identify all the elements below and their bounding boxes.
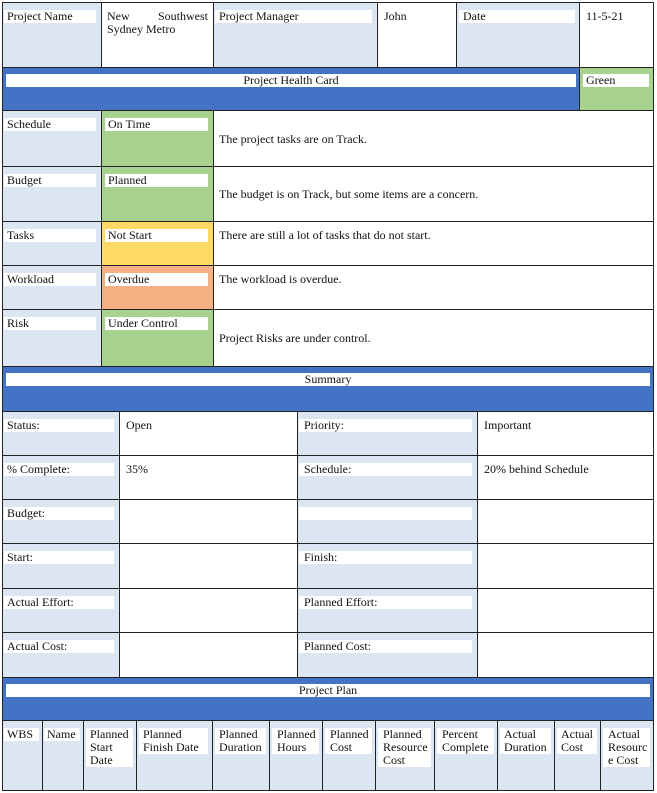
finish-value-cell[interactable] [477, 543, 654, 589]
col-planned-start: Planned Start Date [90, 727, 129, 767]
budget-summary-label: Budget: [7, 506, 45, 520]
health-card-title: Project Health Card [6, 74, 576, 87]
budget-summary-value-cell[interactable] [119, 499, 298, 544]
summary-title: Summary [6, 373, 650, 386]
schedule-label: Schedule [7, 117, 51, 131]
tasks-label: Tasks [7, 228, 35, 242]
blank-value-cell[interactable] [477, 499, 654, 544]
budget-label: Budget [7, 173, 42, 187]
complete-label: % Complete: [7, 462, 70, 476]
start-label: Start: [7, 550, 33, 564]
risk-status: Under Control [108, 316, 178, 330]
actual-cost-label: Actual Cost: [7, 639, 68, 653]
planned-cost-value-cell[interactable] [477, 632, 654, 678]
budget-status: Planned [108, 173, 147, 187]
project-name-label: Project Name [7, 9, 73, 23]
schedule-summary-value: 20% behind Schedule [484, 462, 589, 476]
schedule-comment: The project tasks are on Track. [219, 132, 367, 146]
priority-value: Important [484, 418, 532, 432]
schedule-summary-label: Schedule: [304, 462, 352, 476]
col-name: Name [47, 727, 76, 741]
planned-effort-value-cell[interactable] [477, 588, 654, 633]
finish-label: Finish: [304, 550, 338, 564]
tasks-status: Not Start [108, 228, 152, 242]
risk-label: Risk [7, 316, 30, 330]
status-value: Open [126, 418, 152, 432]
workload-comment: The workload is overdue. [219, 272, 342, 286]
workload-status: Overdue [108, 272, 150, 286]
date-label: Date [463, 9, 486, 23]
actual-effort-value-cell[interactable] [119, 588, 298, 633]
tasks-comment: There are still a lot of tasks that do not start. [219, 228, 431, 242]
project-manager-label: Project Manager [219, 9, 299, 23]
col-actual-cost: Actual Cost [561, 727, 593, 754]
project-plan-title: Project Plan [6, 684, 650, 697]
complete-value: 35% [126, 462, 148, 476]
budget-comment: The budget is on Track, but some items are a concern. [219, 187, 479, 201]
project-name-value: New Southwest Sydney Metro [107, 9, 208, 36]
priority-label: Priority: [304, 418, 345, 432]
schedule-status: On Time [108, 117, 151, 131]
blank-label-cell [297, 499, 478, 544]
workload-label: Workload [7, 272, 55, 286]
date-value: 11-5-21 [586, 9, 624, 23]
col-planned-hours: Planned Hours [277, 727, 316, 754]
actual-cost-value-cell[interactable] [119, 632, 298, 678]
actual-effort-label: Actual Effort: [7, 595, 74, 609]
col-percent-complete: Percent Complete [442, 727, 489, 754]
col-actual-duration: Actual Duration [504, 727, 547, 754]
project-manager-value: John [384, 9, 407, 23]
col-planned-resource-cost: Planned Resource Cost [383, 727, 428, 767]
overall-status-value: Green [586, 73, 616, 87]
col-planned-duration: Planned Duration [219, 727, 262, 754]
planned-cost-label: Planned Cost: [304, 639, 372, 653]
start-value-cell[interactable] [119, 543, 298, 589]
status-label: Status: [7, 418, 40, 432]
risk-comment: Project Risks are under control. [219, 331, 371, 345]
col-wbs: WBS [7, 727, 34, 741]
col-actual-resource-cost: Actual Resource Cost [608, 727, 648, 767]
col-planned-finish: Planned Finish Date [143, 727, 199, 754]
planned-effort-label: Planned Effort: [304, 595, 378, 609]
label-highlight [299, 507, 472, 520]
col-planned-cost: Planned Cost [330, 727, 369, 754]
